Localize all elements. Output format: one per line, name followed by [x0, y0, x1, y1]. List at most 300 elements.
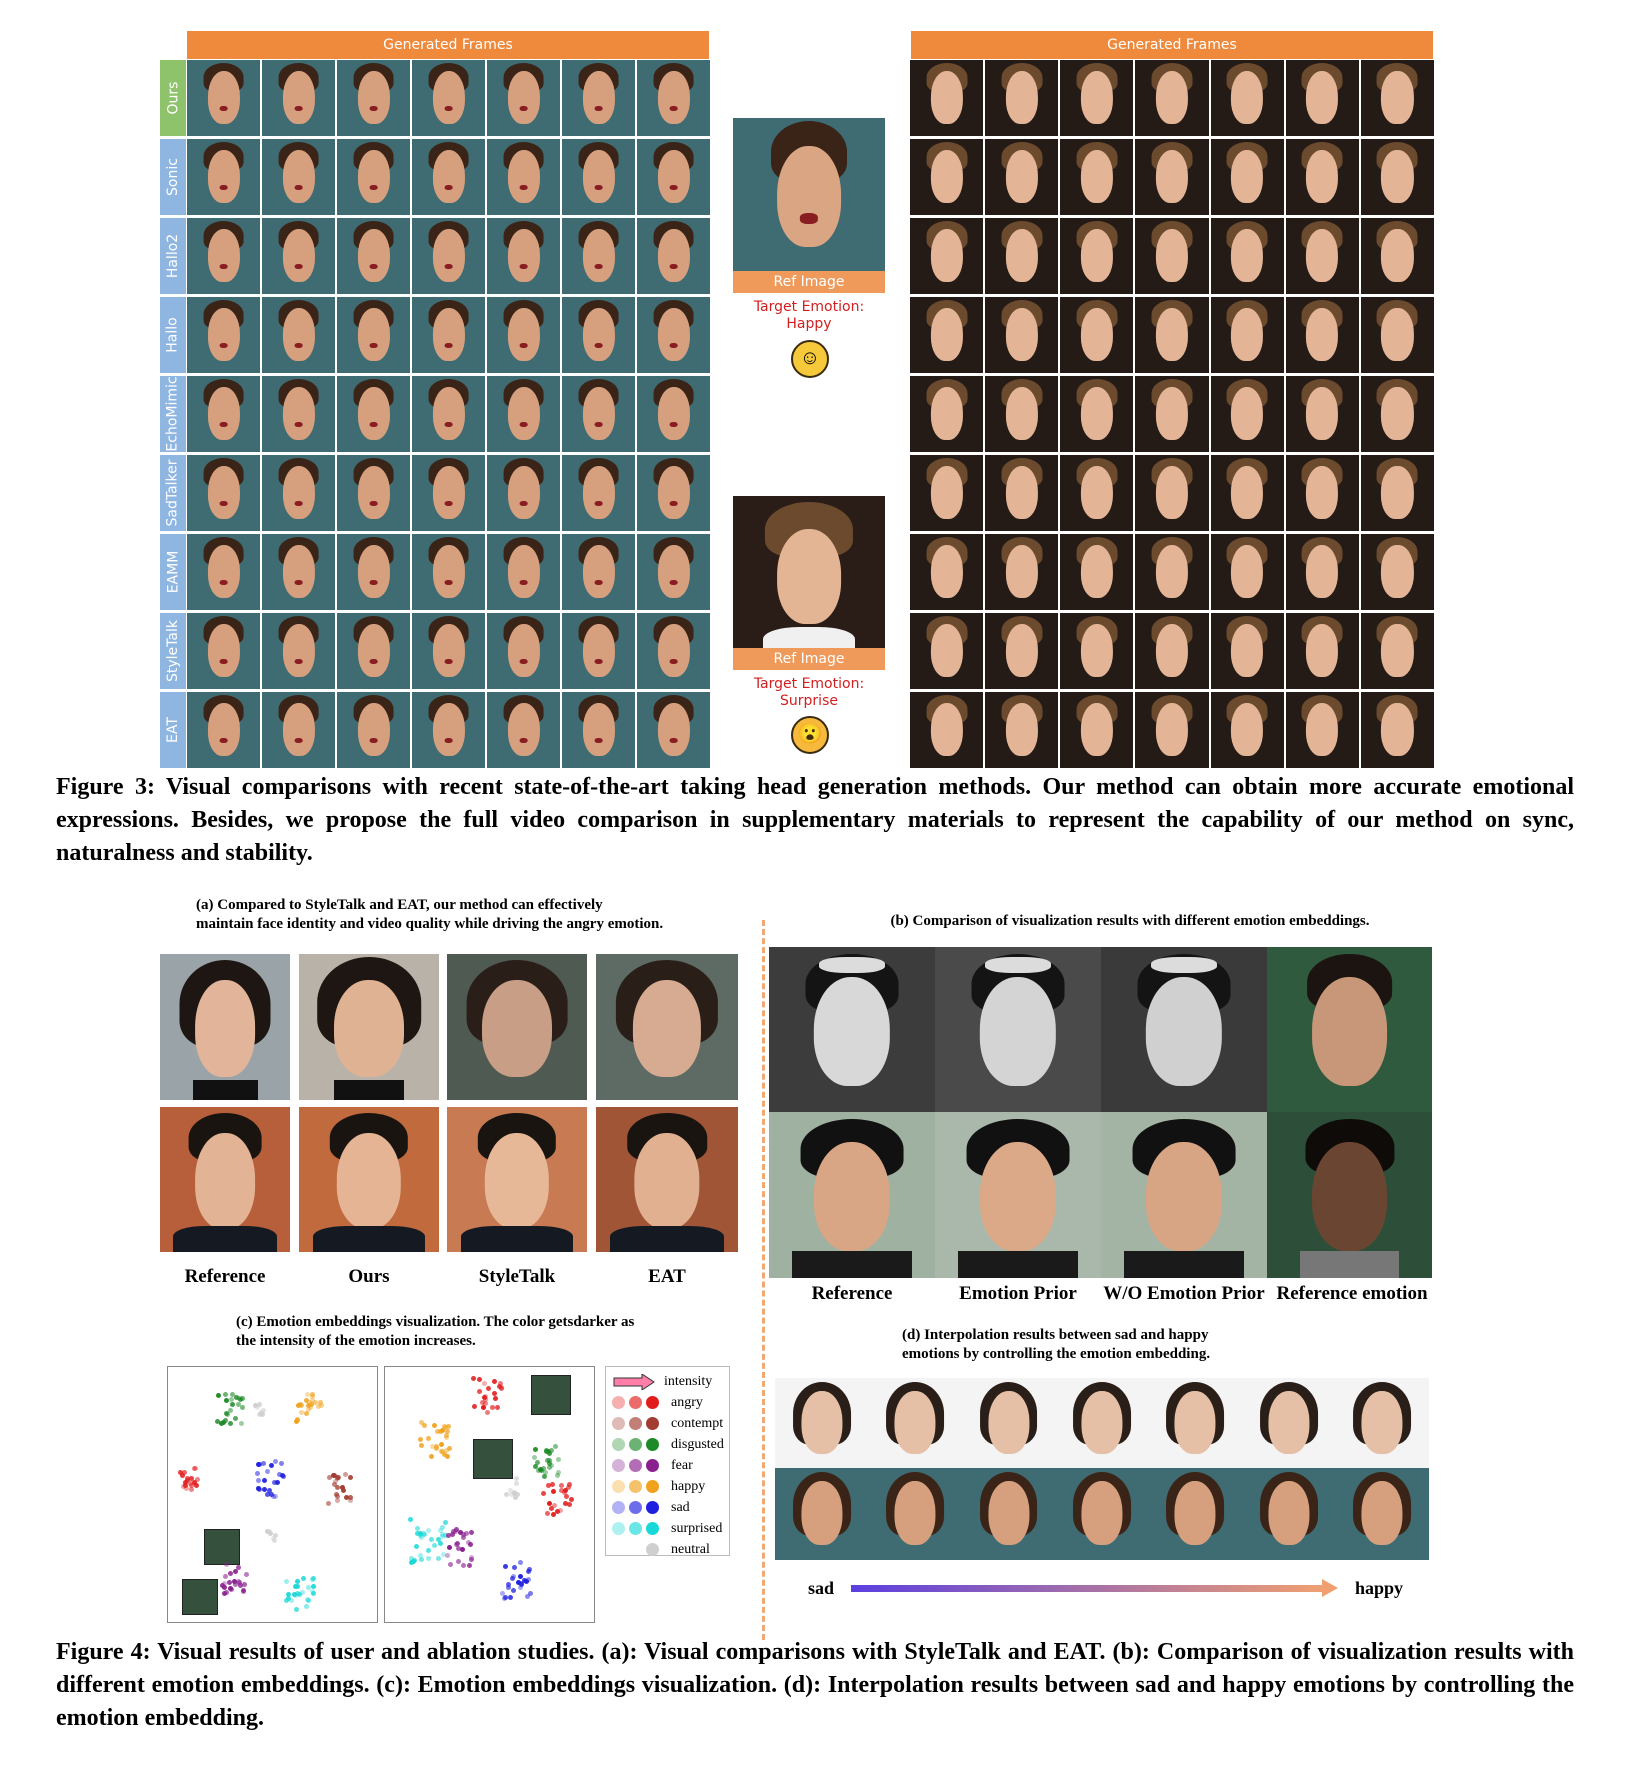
method-label-text: Hallo2: [165, 233, 182, 279]
right-frames-row-sadtalker: [910, 455, 1434, 531]
generated-frame: [637, 613, 710, 689]
generated-frame: [187, 139, 260, 215]
scatter-point: [480, 1400, 485, 1405]
generated-frame: [412, 534, 485, 610]
scatter-point: [426, 1436, 431, 1441]
method-label-text: Sonic: [165, 158, 182, 196]
generated-frame: [1361, 139, 1434, 215]
generated-frame: [262, 534, 335, 610]
generated-frame: [1135, 60, 1208, 136]
legend-label-contempt: contempt: [671, 1415, 724, 1431]
scatter-point: [223, 1574, 228, 1579]
generated-frame: [1286, 613, 1359, 689]
scatter-point: [227, 1580, 232, 1585]
panel-a-label-ours: Ours: [348, 1266, 390, 1287]
generated-frame: [262, 613, 335, 689]
panel-b-label-reference-emotion: Reference emotion: [1276, 1283, 1428, 1304]
panel-b-reference-emotion-man: [1267, 1112, 1432, 1278]
generated-frame: [562, 297, 635, 373]
scatter-point: [553, 1444, 558, 1449]
scatter-point: [223, 1392, 228, 1397]
scatter-1-face-thumbnail-a: [204, 1529, 240, 1565]
legend-swatch: [629, 1438, 642, 1451]
scatter-point: [546, 1483, 551, 1488]
method-label-text: EAT: [164, 717, 181, 743]
generated-frame: [1135, 534, 1208, 610]
generated-frame: [1135, 297, 1208, 373]
scatter-point: [551, 1512, 556, 1517]
scatter-point: [527, 1567, 532, 1572]
generated-frame: [985, 218, 1058, 294]
panel-a-man-styletalk: [447, 1107, 587, 1252]
scatter-point: [467, 1563, 472, 1568]
legend-swatch: [612, 1480, 625, 1493]
scatter-point: [503, 1564, 508, 1569]
scatter-point: [236, 1579, 241, 1584]
scatter-point: [419, 1535, 424, 1540]
legend-label-sad: sad: [671, 1499, 690, 1515]
scatter-point: [293, 1584, 298, 1589]
ref-image-label-2: Ref Image: [733, 648, 885, 670]
emotion-legend: [605, 1366, 730, 1556]
panel-divider: [762, 920, 765, 1640]
panel-d-caption-line-2: emotions by controlling the emotion embedding.: [902, 1346, 1211, 1362]
scatter-point: [526, 1577, 531, 1582]
scatter-point: [552, 1503, 557, 1508]
scatter-point: [297, 1592, 302, 1597]
generated-frame: [262, 139, 335, 215]
legend-swatch: [629, 1501, 642, 1514]
method-label-eat: [160, 692, 186, 768]
generated-frame: [1286, 692, 1359, 768]
generated-frame: [910, 60, 983, 136]
generated-frame: [337, 534, 410, 610]
interpolation-frame: [1149, 1378, 1242, 1468]
scatter-point: [260, 1412, 265, 1417]
generated-frame: [1060, 60, 1133, 136]
right-frames-row-hallo2: [910, 218, 1434, 294]
generated-frame: [262, 692, 335, 768]
scatter-point: [532, 1455, 537, 1460]
sad-to-happy-gradient-bar: [851, 1585, 1325, 1592]
scatter-point: [551, 1489, 556, 1494]
scatter-point: [224, 1398, 229, 1403]
generated-frame: [1060, 297, 1133, 373]
right-comparison-grid: [910, 60, 1434, 771]
scatter-point: [429, 1537, 434, 1542]
scatter-point: [284, 1579, 289, 1584]
scatter-point: [229, 1587, 234, 1592]
left-frames-row-sonic: [187, 139, 710, 215]
scatter-point: [304, 1604, 309, 1609]
panel-b-color-without-prior: [1101, 1112, 1267, 1278]
left-frames-row-hallo2: [187, 218, 710, 294]
generated-frame: [562, 139, 635, 215]
scatter-point: [508, 1595, 513, 1600]
scatter-point: [518, 1560, 523, 1565]
generated-frame: [487, 297, 560, 373]
panel-b-reference-emotion-woman: [1267, 947, 1432, 1112]
panel-b-bw-emotion-prior: [935, 947, 1101, 1112]
panel-a-woman-styletalk: [447, 954, 587, 1100]
panel-a-caption-line-2: maintain face identity and video quality while driving the angry emotion.: [196, 916, 664, 932]
generated-frame: [1135, 613, 1208, 689]
scatter-point: [220, 1583, 225, 1588]
legend-label-intensity: intensity: [664, 1373, 713, 1389]
generated-frame: [985, 534, 1058, 610]
generated-frame: [985, 692, 1058, 768]
method-label-hallo2: [160, 218, 186, 294]
generated-frame: [412, 218, 485, 294]
generated-frame: [985, 297, 1058, 373]
panel-b-color-reference: [769, 1112, 935, 1278]
panel-a-woman-eat: [596, 954, 738, 1100]
generated-frame: [562, 376, 635, 452]
legend-swatch: [646, 1459, 659, 1472]
target-emotion-1-title: Target Emotion:: [753, 299, 865, 315]
generated-frame: [1286, 376, 1359, 452]
generated-frame: [412, 455, 485, 531]
scatter-point: [419, 1443, 424, 1448]
generated-frame: [910, 376, 983, 452]
scatter-point: [295, 1579, 300, 1584]
generated-frame: [562, 692, 635, 768]
scatter-point: [567, 1482, 572, 1487]
generated-frame: [1135, 376, 1208, 452]
legend-label-fear: fear: [671, 1457, 693, 1473]
generated-frame: [487, 139, 560, 215]
left-frames-row-styletalk: [187, 613, 710, 689]
scatter-point: [445, 1429, 450, 1434]
scatter-point: [511, 1574, 516, 1579]
target-emotion-2: [733, 676, 885, 710]
scatter-point: [332, 1482, 337, 1487]
generated-frame: [1060, 455, 1133, 531]
generated-frame: [262, 297, 335, 373]
interpolation-frame: [1336, 1378, 1429, 1468]
scatter-point: [525, 1594, 530, 1599]
generated-frame: [562, 60, 635, 136]
method-label-echomimic: [160, 376, 186, 452]
scatter-point: [279, 1461, 284, 1466]
scatter-point: [458, 1530, 463, 1535]
legend-label-surprised: surprised: [671, 1520, 723, 1536]
panel-a-label-styletalk: StyleTalk: [478, 1266, 556, 1287]
scatter-point: [511, 1588, 516, 1593]
panel-a-woman-ours: [299, 954, 439, 1100]
scatter-point: [228, 1421, 233, 1426]
scatter-point: [421, 1531, 426, 1536]
scatter-point: [432, 1423, 437, 1428]
scatter-point: [512, 1565, 517, 1570]
scatter-point: [549, 1463, 554, 1468]
generated-frame: [1211, 455, 1284, 531]
generated-frame: [637, 297, 710, 373]
generated-frame: [637, 692, 710, 768]
interpolation-frame: [1242, 1378, 1335, 1468]
generated-frame: [337, 139, 410, 215]
scatter-point: [273, 1459, 278, 1464]
scatter-point: [533, 1447, 538, 1452]
scatter-point: [301, 1576, 306, 1581]
generated-frame: [412, 60, 485, 136]
scatter-point: [408, 1517, 413, 1522]
target-emotion-2-title: Target Emotion:: [753, 676, 865, 692]
legend-row-fear: [612, 1455, 727, 1476]
generated-frame: [487, 455, 560, 531]
generated-frame: [1211, 534, 1284, 610]
scatter-point: [445, 1454, 450, 1459]
scatter-point: [472, 1404, 477, 1409]
method-label-text: Hallo: [165, 317, 182, 353]
scatter-point: [514, 1481, 519, 1486]
generated-frame: [910, 613, 983, 689]
scatter-point: [461, 1563, 466, 1568]
scatter-point: [316, 1404, 321, 1409]
scatter-point: [502, 1596, 507, 1601]
interpolation-frame: [1242, 1468, 1335, 1560]
scatter-point: [240, 1405, 245, 1410]
legend-swatch: [646, 1543, 659, 1556]
right-frames-row-ours: [910, 60, 1434, 136]
scatter-point: [429, 1454, 434, 1459]
legend-swatch: [612, 1459, 625, 1472]
legend-row-contempt: [612, 1413, 727, 1434]
scatter-point: [495, 1405, 500, 1410]
panel-a-caption: [196, 896, 756, 934]
scatter-point: [305, 1392, 310, 1397]
legend-swatch: [612, 1417, 625, 1430]
generated-frame: [1211, 60, 1284, 136]
scatter-point: [233, 1569, 238, 1574]
generated-frames-banner-right: Generated Frames: [911, 31, 1433, 59]
scatter-point: [289, 1598, 294, 1603]
panel-a-man-eat: [596, 1107, 738, 1252]
right-frames-row-styletalk: [910, 613, 1434, 689]
generated-frame: [1135, 139, 1208, 215]
intensity-arrow-icon: [612, 1374, 658, 1390]
left-frames-row-sadtalker: [187, 455, 710, 531]
scatter-point: [244, 1572, 249, 1577]
generated-frame: [1211, 376, 1284, 452]
scatter-point: [409, 1556, 414, 1561]
generated-frame: [412, 297, 485, 373]
figure-4-caption: Figure 4: Visual results of user and ablation studies. (a): Visual comparisons with StyleTalk and EAT. (b): Comparison of visualization results with different emotion embeddings. (c): Emotion embeddings visualization. (d): Interpolation results between sad and happy emotions by controlling the emotion embedding.: [56, 1639, 1574, 1731]
generated-frame: [412, 692, 485, 768]
generated-frame: [1211, 218, 1284, 294]
generated-frame: [337, 60, 410, 136]
embedding-scatter-plot-2: [384, 1366, 595, 1623]
scatter-point: [545, 1511, 550, 1516]
generated-frame: [412, 613, 485, 689]
legend-label-angry: angry: [671, 1394, 703, 1410]
interpolation-frame: [775, 1468, 868, 1560]
generated-frame: [1361, 692, 1434, 768]
generated-frame: [562, 534, 635, 610]
scatter-point: [306, 1403, 311, 1408]
scatter-point: [477, 1389, 482, 1394]
panel-c-caption-line-2: the intensity of the emotion increases.: [236, 1333, 476, 1349]
scatter-point: [294, 1607, 299, 1612]
generated-frame: [1286, 297, 1359, 373]
left-frames-row-eat: [187, 692, 710, 768]
scatter-point: [450, 1532, 455, 1537]
legend-row-intensity: [612, 1371, 727, 1392]
panel-a-label-reference: Reference: [184, 1266, 266, 1287]
scatter-point: [506, 1585, 511, 1590]
generated-frame: [187, 297, 260, 373]
left-frames-row-eamm: [187, 534, 710, 610]
generated-frame: [412, 376, 485, 452]
scatter-point: [230, 1402, 235, 1407]
generated-frame: [910, 139, 983, 215]
scatter-point: [444, 1435, 449, 1440]
generated-frame: [337, 692, 410, 768]
legend-row-disgusted: [612, 1434, 727, 1455]
legend-swatch: [629, 1459, 642, 1472]
interpolation-frame: [775, 1378, 868, 1468]
generated-frame: [637, 218, 710, 294]
scatter-point: [485, 1410, 490, 1415]
scatter-point: [194, 1483, 199, 1488]
method-label-sonic: [160, 139, 186, 215]
scatter-point: [224, 1562, 229, 1567]
scatter-point: [432, 1543, 437, 1548]
legend-swatch: [612, 1501, 625, 1514]
scatter-point: [277, 1472, 282, 1477]
scatter-point: [272, 1538, 277, 1543]
scatter-point: [468, 1542, 473, 1547]
generated-frame: [637, 534, 710, 610]
generated-frame: [487, 218, 560, 294]
scatter-point: [426, 1528, 431, 1533]
generated-frame: [187, 534, 260, 610]
generated-frame: [487, 60, 560, 136]
scatter-2-face-thumbnail-b: [473, 1439, 513, 1479]
generated-frame: [985, 455, 1058, 531]
generated-frame: [1286, 60, 1359, 136]
target-emotion-1: [733, 299, 885, 333]
generated-frame: [1060, 139, 1133, 215]
generated-frame: [562, 218, 635, 294]
legend-swatch: [629, 1480, 642, 1493]
scatter-point: [295, 1418, 300, 1423]
scatter-point: [541, 1491, 546, 1496]
method-label-text: EAMM: [165, 550, 181, 594]
scatter-point: [436, 1556, 441, 1561]
generated-frame: [1361, 297, 1434, 373]
scatter-point: [182, 1470, 187, 1475]
scatter-point: [228, 1408, 233, 1413]
panel-b-label-without-prior: W/O Emotion Prior: [1103, 1283, 1265, 1304]
generated-frame: [1361, 376, 1434, 452]
panel-d-caption: [902, 1326, 1382, 1364]
generated-frame: [337, 297, 410, 373]
generated-frame: [1286, 218, 1359, 294]
generated-frame: [1211, 692, 1284, 768]
method-label-text: StyleTalk: [165, 620, 182, 682]
generated-frame: [337, 455, 410, 531]
panel-b-bw-reference: [769, 947, 935, 1112]
scatter-point: [335, 1476, 340, 1481]
generated-frame: [1361, 218, 1434, 294]
legend-swatch: [629, 1522, 642, 1535]
scatter-point: [482, 1381, 487, 1386]
legend-row-angry: [612, 1392, 727, 1413]
generated-frame: [187, 376, 260, 452]
scatter-point: [216, 1393, 221, 1398]
scatter-point: [269, 1463, 274, 1468]
scatter-point: [311, 1591, 316, 1596]
scatter-point: [304, 1411, 309, 1416]
generated-frame: [910, 455, 983, 531]
generated-frame: [487, 692, 560, 768]
left-frames-row-ours: [187, 60, 710, 136]
generated-frame: [187, 218, 260, 294]
happy-label: happy: [1355, 1578, 1404, 1598]
generated-frame: [985, 376, 1058, 452]
ref-image-label-1: Ref Image: [733, 271, 885, 293]
generated-frame: [1361, 455, 1434, 531]
scatter-point: [240, 1396, 245, 1401]
panel-a-woman-reference: [160, 954, 290, 1100]
scatter-point: [318, 1400, 323, 1405]
scatter-point: [448, 1562, 453, 1567]
scatter-point: [426, 1556, 431, 1561]
panel-c-caption: [236, 1313, 736, 1351]
panel-c-caption-line-1: (c) Emotion embeddings visualization. The color getsdarker as: [236, 1314, 635, 1330]
scatter-point: [522, 1578, 527, 1583]
generated-frame: [187, 692, 260, 768]
generated-frame: [487, 613, 560, 689]
scatter-point: [556, 1457, 561, 1462]
scatter-point: [348, 1495, 353, 1500]
generated-frame: [1060, 376, 1133, 452]
generated-frame: [1361, 613, 1434, 689]
scatter-point: [193, 1466, 198, 1471]
scatter-point: [569, 1497, 574, 1502]
scatter-point: [482, 1395, 487, 1400]
ref-image-man: [733, 496, 885, 648]
scatter-point: [228, 1571, 233, 1576]
generated-frame: [262, 218, 335, 294]
generated-frame: [187, 60, 260, 136]
scatter-point: [471, 1376, 476, 1381]
legend-swatch: [612, 1438, 625, 1451]
scatter-point: [241, 1589, 246, 1594]
generated-frame: [910, 218, 983, 294]
scatter-point: [306, 1598, 311, 1603]
legend-swatch: [646, 1417, 659, 1430]
scatter-point: [440, 1428, 445, 1433]
right-frames-row-eat: [910, 692, 1434, 768]
scatter-point: [418, 1437, 423, 1442]
panel-a-man-reference: [160, 1107, 290, 1252]
panel-b-color-emotion-prior: [935, 1112, 1101, 1278]
generated-frame: [1060, 692, 1133, 768]
interpolation-row-2: [775, 1468, 1429, 1560]
scatter-point: [460, 1547, 465, 1552]
right-frames-row-eamm: [910, 534, 1434, 610]
scatter-point: [255, 1471, 260, 1476]
generated-frame: [337, 218, 410, 294]
generated-frame: [1286, 455, 1359, 531]
scatter-point: [348, 1475, 353, 1480]
target-emotion-2-value: Surprise: [780, 693, 838, 709]
scatter-point: [327, 1475, 332, 1480]
surprise-emoji-icon: 😮: [791, 716, 829, 754]
legend-label-neutral: neutral: [671, 1541, 710, 1557]
